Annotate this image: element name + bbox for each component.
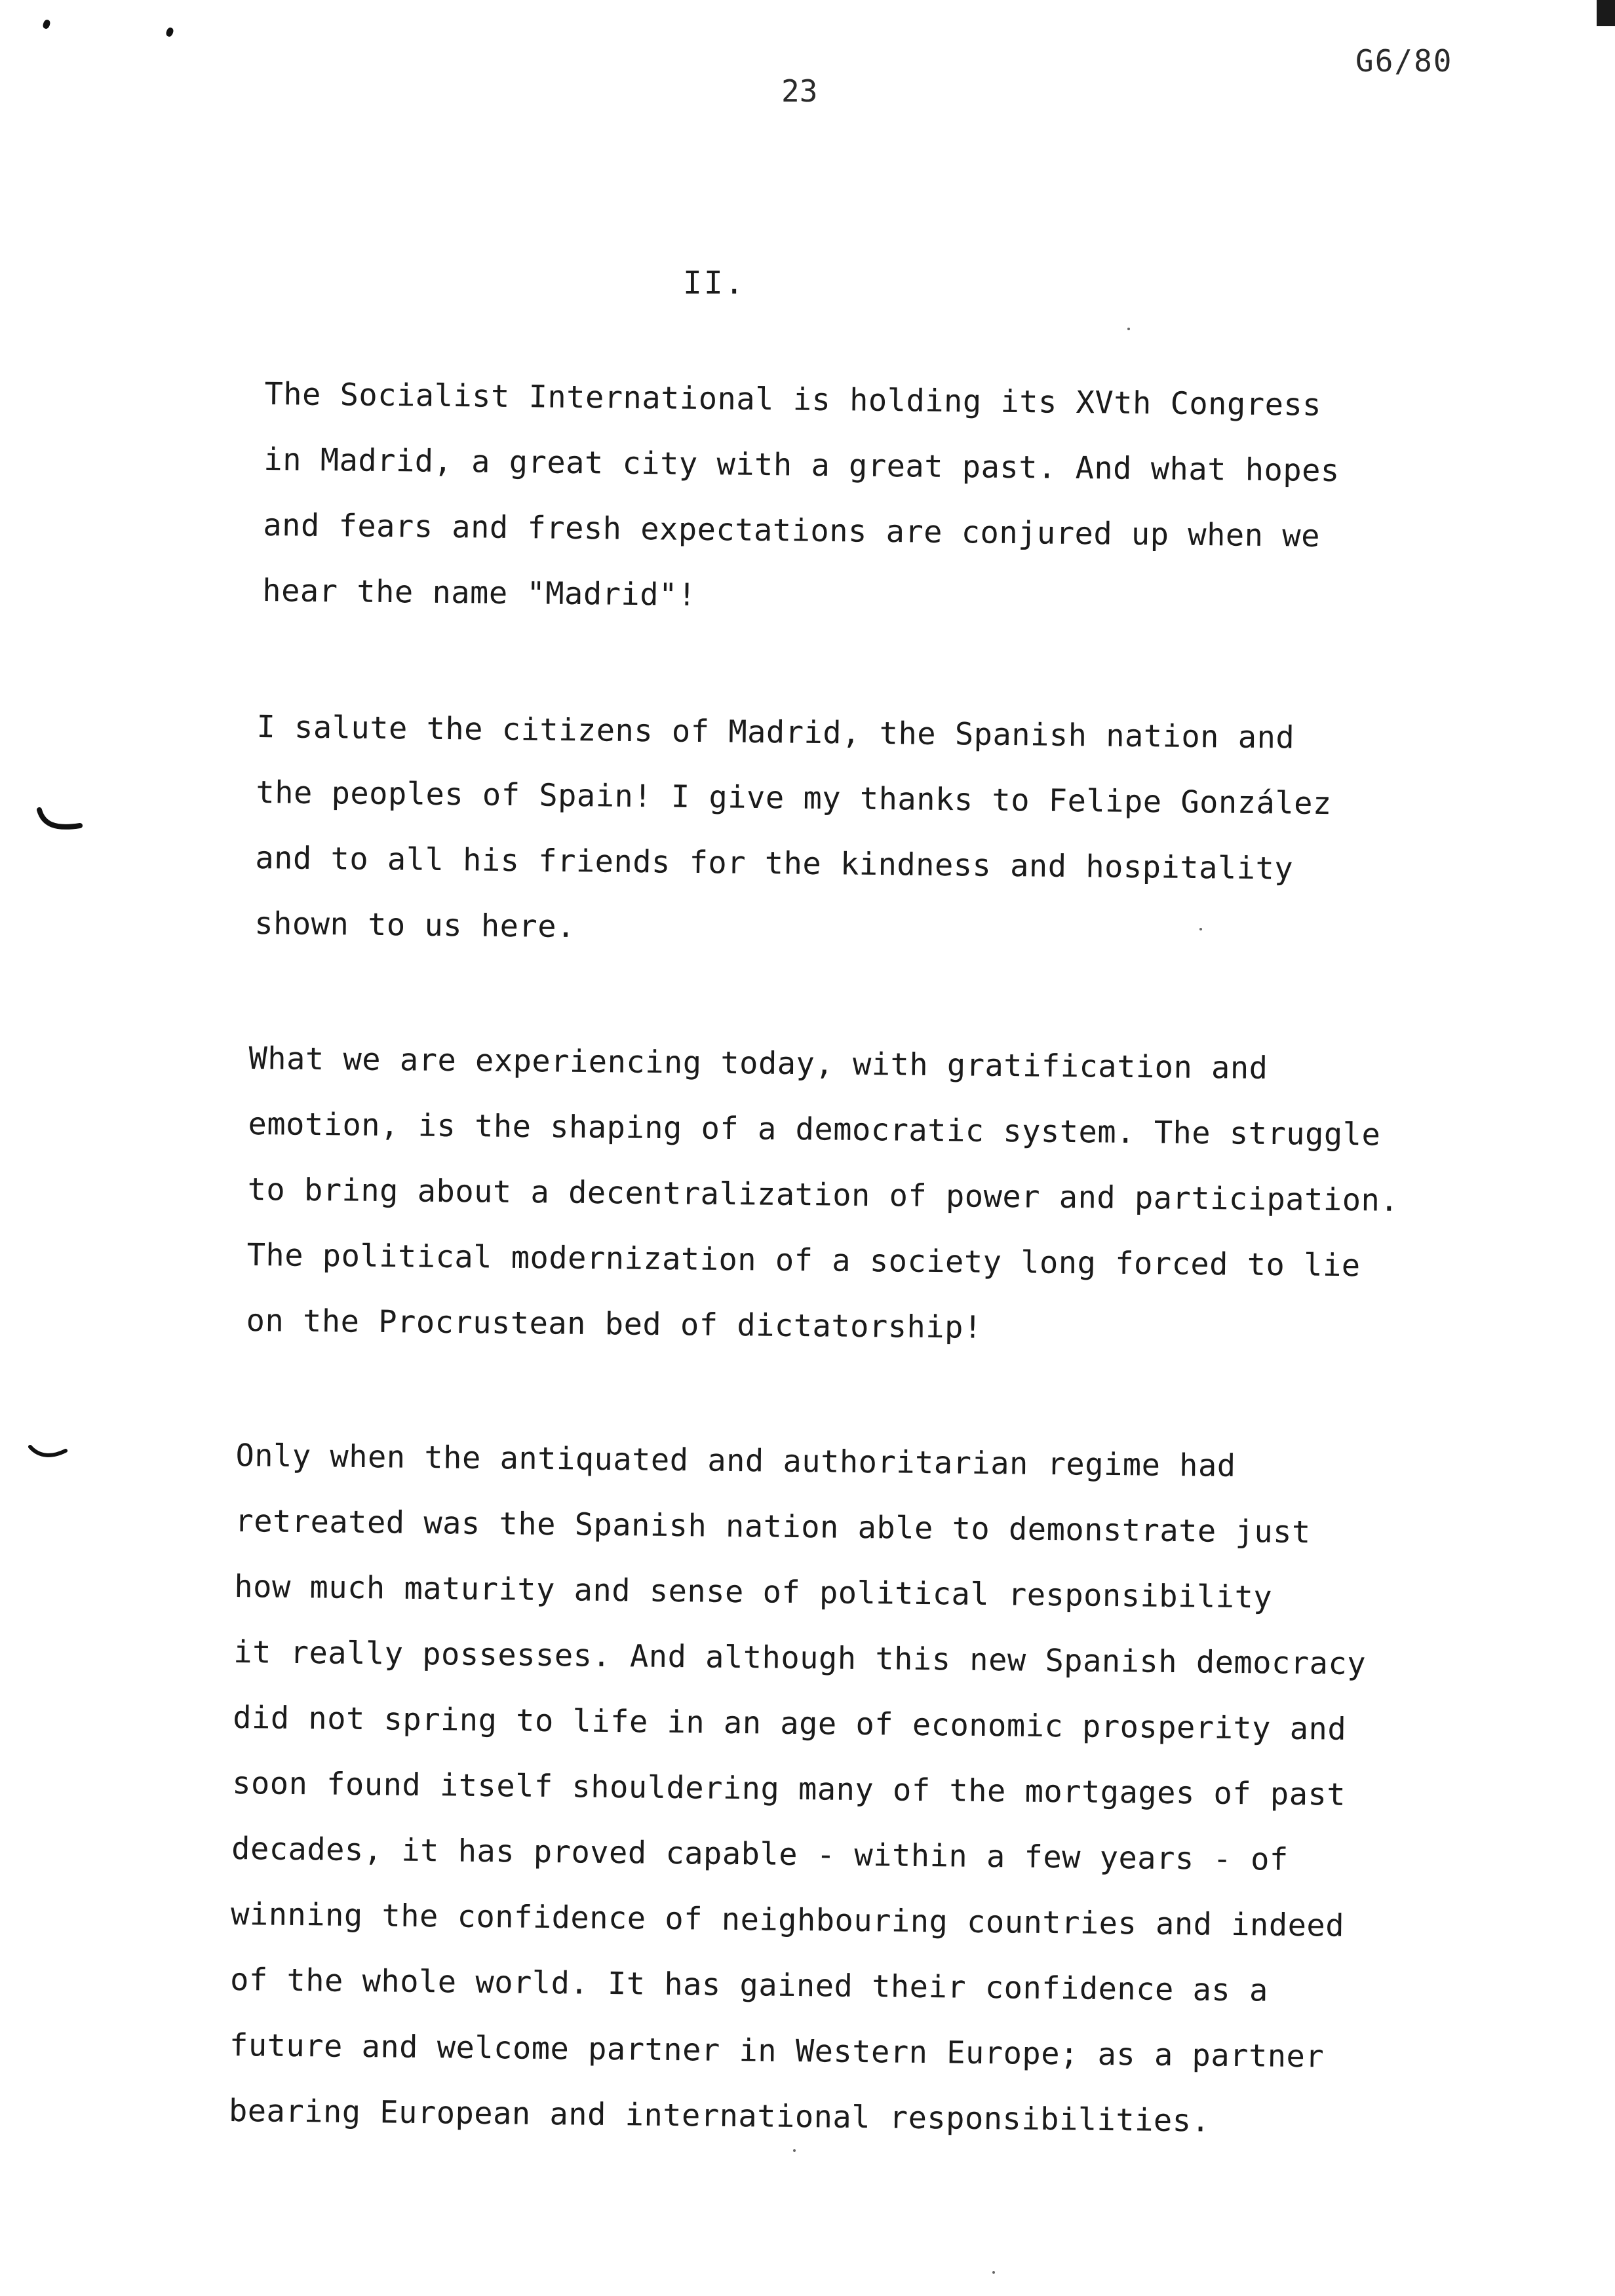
- text-line: hear the name "Madrid"!: [262, 572, 697, 613]
- section-heading: II.: [683, 265, 746, 301]
- paragraph: [262, 362, 1341, 635]
- text-line: on the Procrustean bed of dictatorship!: [246, 1302, 983, 1346]
- text-line: how much maturity and sense of political responsibility: [234, 1568, 1273, 1616]
- margin-tick-mark: [37, 807, 83, 833]
- text-line: soon found itself shouldering many of the mortgages of past: [231, 1765, 1346, 1813]
- text-line: it really possesses. And although this new Spanish democracy: [233, 1634, 1367, 1683]
- page-number: 23: [781, 73, 818, 109]
- scan-speck: [793, 2149, 796, 2152]
- text-line: Only when the antiquated and authoritarian regime had: [235, 1437, 1236, 1484]
- scan-speck: [992, 2271, 995, 2274]
- punch-mark-left: [42, 19, 51, 30]
- paragraph: [228, 1423, 1368, 2156]
- paragraph: [254, 695, 1333, 968]
- punch-mark-right: [165, 27, 174, 38]
- scan-speck: [1199, 928, 1202, 930]
- text-line: future and welcome partner in Western Europe; as a partner: [229, 2027, 1325, 2075]
- text-line: emotion, is the shaping of a democratic system. The struggle: [248, 1105, 1381, 1153]
- document-reference: G6/80: [1355, 43, 1453, 79]
- text-line: and fears and fresh expectations are conjured up when we: [263, 507, 1321, 554]
- scan-edge-mark: [1597, 0, 1615, 26]
- text-line: shown to us here.: [254, 905, 576, 946]
- text-line: What we are experiencing today, with gratification and: [248, 1040, 1268, 1086]
- text-line: winning the confidence of neighbouring countries and indeed: [230, 1896, 1345, 1944]
- text-line: the peoples of Spain! I give my thanks to Felipe González: [256, 774, 1333, 822]
- text-line: in Madrid, a great city with a great past. And what hopes: [263, 441, 1340, 489]
- text-line: decades, it has proved capable - within a few years - of: [231, 1830, 1289, 1878]
- text-line: The political modernization of a society long forced to lie: [246, 1236, 1361, 1284]
- text-line: and to all his friends for the kindness and hospitality: [255, 839, 1294, 887]
- text-line: bearing European and international responsibilities.: [228, 2092, 1211, 2139]
- text-line: to bring about a decentralization of power and participation.: [247, 1171, 1399, 1219]
- text-line: I salute the citizens of Madrid, the Spanish nation and: [256, 708, 1295, 756]
- scan-speck: [1127, 328, 1130, 330]
- paragraph: [246, 1026, 1400, 1365]
- text-line: retreated was the Spanish nation able to demonstrate just: [235, 1502, 1312, 1551]
- text-line: The Socialist International is holding its XVth Congress: [264, 375, 1322, 423]
- text-line: of the whole world. It has gained their confidence as a: [229, 1961, 1269, 2009]
- text-line: did not spring to life in an age of economic prosperity and: [233, 1699, 1347, 1748]
- margin-tick-mark: [28, 1442, 68, 1461]
